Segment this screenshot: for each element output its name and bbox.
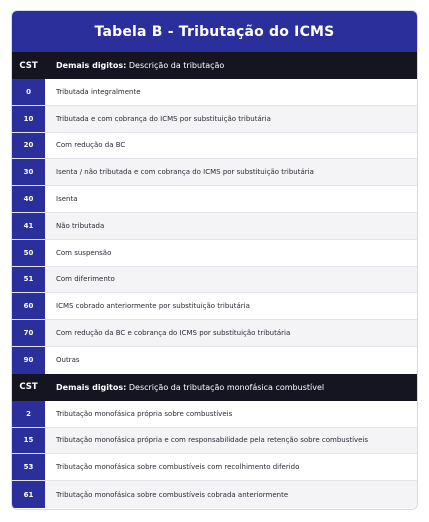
cst-description: Tributada e com cobrança do ICMS por substituição tributária — [45, 106, 417, 132]
section2-code-header: CST — [19, 382, 38, 393]
cst-description: Não tributada — [45, 213, 417, 239]
cst-code: 61 — [12, 481, 45, 508]
cst-description: Isenta — [56, 195, 78, 204]
cst-code: 10 — [12, 106, 45, 132]
table-row — [12, 320, 417, 347]
section1-desc-header-bold: Demais digitos: — [56, 61, 127, 70]
table-row — [12, 267, 417, 294]
table-title: Tabela B - Tributação do ICMS — [12, 11, 417, 52]
table-row — [12, 213, 417, 240]
cst-code: 0 — [12, 79, 45, 105]
cst-code: 53 — [12, 454, 45, 480]
table-row — [12, 481, 417, 508]
table-row — [12, 293, 417, 320]
table-row — [12, 133, 417, 160]
section1-header — [12, 52, 417, 79]
table-row — [12, 240, 417, 267]
cst-description: Isenta / não tributada e com cobrança do ICMS por substituição tributária — [45, 159, 417, 185]
section1-desc-header — [45, 61, 224, 70]
cst-description: Tributação monofásica própria e com responsabilidade pela retenção sobre combustíveis — [45, 428, 417, 454]
cst-code: 15 — [12, 428, 45, 454]
section1-desc-header-text: Descrição da tributação — [126, 61, 225, 70]
cst-code: 60 — [12, 293, 45, 319]
table-row — [12, 79, 417, 106]
cst-code: 51 — [12, 267, 45, 293]
cst-description: Tributada integralmente — [56, 87, 141, 96]
table-row — [12, 347, 417, 374]
cst-code: 30 — [12, 159, 45, 185]
cst-code: 70 — [12, 320, 45, 346]
table-row — [12, 159, 417, 186]
section2-desc-header-text: Descrição da tributação monofásica combustível — [126, 382, 325, 392]
cst-description: Com diferimento — [45, 267, 417, 293]
cst-description: ICMS cobrado anteriormente por substituição tributária — [56, 302, 250, 311]
cst-code: 50 — [12, 240, 45, 266]
cst-code: 20 — [12, 133, 45, 159]
section2-rows — [12, 401, 417, 508]
section1-rows — [12, 79, 417, 374]
icms-table-card — [11, 10, 418, 510]
cst-code: 90 — [12, 347, 45, 374]
cst-code: 2 — [12, 401, 45, 427]
cst-description: Tributação monofásica própria sobre combustíveis — [56, 409, 233, 418]
table-row — [12, 401, 417, 428]
cst-description: Outras — [56, 356, 80, 365]
table-row — [12, 106, 417, 133]
table-row — [12, 428, 417, 455]
section2-header — [12, 374, 417, 401]
cst-description: Tributação monofásica sobre combustíveis com recolhimento diferido — [56, 463, 300, 472]
cst-code: 41 — [12, 213, 45, 239]
section2-desc-header — [45, 383, 324, 392]
cst-code: 40 — [12, 186, 45, 212]
cst-description: Com redução da BC e cobrança do ICMS por substituição tributária — [45, 320, 417, 346]
table-row — [12, 186, 417, 213]
cst-description: Com suspensão — [56, 248, 112, 257]
cst-description: Com redução da BC — [56, 141, 126, 150]
cst-description: Tributação monofásica sobre combustíveis cobrada anteriormente — [45, 481, 417, 508]
section2-desc-header-bold: Demais digitos: — [56, 382, 127, 392]
section1-code-header: CST — [19, 60, 38, 71]
table-row — [12, 454, 417, 481]
